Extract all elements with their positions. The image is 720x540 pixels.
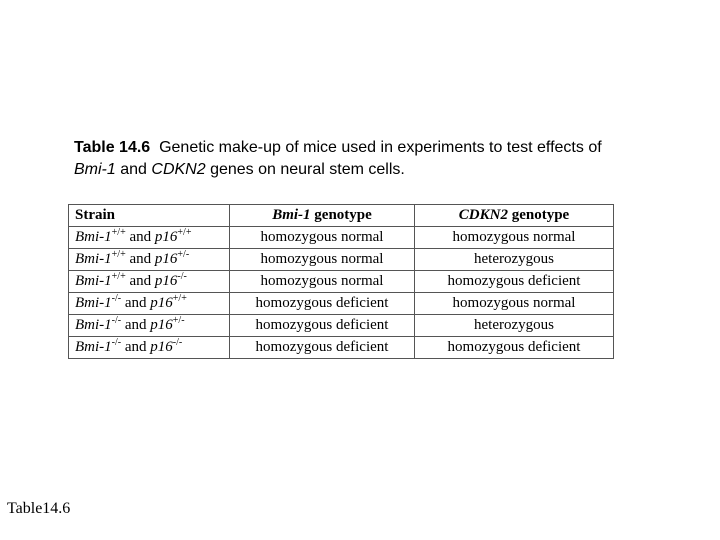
caption-gene-bmi1: Bmi-1 — [74, 161, 116, 178]
genotype-table — [68, 204, 614, 359]
p16-allele: p16 — [154, 273, 178, 289]
p16-allele-sup: -/- — [177, 271, 187, 282]
bmi1-allele: Bmi-1 — [75, 273, 112, 289]
bmi1-allele: Bmi-1 — [75, 317, 112, 333]
p16-allele-sup: -/- — [172, 337, 183, 348]
p16-allele: p16 — [154, 251, 178, 267]
bmi1-genotype-cell: homozygous deficient — [230, 315, 415, 337]
bmi1-allele: Bmi-1 — [75, 295, 112, 311]
p16-allele: p16 — [150, 339, 173, 355]
strain-joiner: and — [124, 317, 147, 333]
cdkn2-genotype-cell: heterozygous — [415, 249, 614, 271]
p16-allele-sup: +/+ — [177, 227, 192, 238]
strain-cell — [69, 271, 230, 293]
strain-cell — [69, 227, 230, 249]
strain-joiner: and — [124, 295, 147, 311]
strain-joiner: and — [129, 251, 152, 267]
strain-cell — [69, 315, 230, 337]
bmi1-allele: Bmi-1 — [75, 251, 112, 267]
header-cdkn2-gene: CDKN2 — [458, 207, 508, 223]
caption-text-and: and — [120, 161, 147, 178]
strain-joiner: and — [129, 229, 152, 245]
p16-allele: p16 — [150, 317, 173, 333]
strain-cell — [69, 249, 230, 271]
header-bmi1-suffix: genotype — [314, 207, 372, 223]
bmi1-allele: Bmi-1 — [75, 339, 112, 355]
table-caption — [74, 137, 634, 181]
strain-joiner: and — [124, 339, 147, 355]
p16-allele-sup: +/- — [177, 249, 190, 260]
bmi1-genotype-cell: homozygous normal — [230, 249, 415, 271]
strain-cell — [69, 337, 230, 359]
header-cdkn2-suffix: genotype — [511, 207, 570, 223]
cdkn2-genotype-cell: homozygous deficient — [415, 337, 614, 359]
header-row — [69, 205, 614, 227]
p16-allele: p16 — [150, 295, 173, 311]
p16-allele-sup: +/+ — [172, 293, 187, 304]
table-number: Table 14.6 — [74, 139, 151, 156]
strain-cell — [69, 293, 230, 315]
header-bmi1-gene: Bmi-1 — [272, 207, 311, 223]
bmi1-genotype-cell: homozygous deficient — [230, 293, 415, 315]
bmi1-allele-sup: +/+ — [111, 249, 126, 260]
bmi1-allele-sup: +/+ — [111, 227, 126, 238]
bmi1-allele-sup: -/- — [111, 337, 122, 348]
table-row — [69, 227, 614, 249]
bmi1-genotype-cell: homozygous normal — [230, 271, 415, 293]
header-strain: Strain — [69, 205, 230, 227]
table-row — [69, 315, 614, 337]
cdkn2-genotype-cell: homozygous normal — [415, 227, 614, 249]
table-row — [69, 337, 614, 359]
footer-label: Table14.6 — [7, 500, 71, 517]
table-row — [69, 293, 614, 315]
cdkn2-genotype-cell: homozygous deficient — [415, 271, 614, 293]
p16-allele: p16 — [154, 229, 178, 245]
bmi1-allele-sup: -/- — [111, 315, 122, 326]
header-cdkn2-genotype — [415, 205, 614, 227]
bmi1-allele-sup: +/+ — [111, 271, 126, 282]
caption-text-2: genes on neural stem cells. — [210, 161, 405, 178]
caption-gene-cdkn2: CDKN2 — [151, 161, 206, 178]
header-bmi1-genotype — [230, 205, 415, 227]
bmi1-genotype-cell: homozygous deficient — [230, 337, 415, 359]
table-row — [69, 249, 614, 271]
bmi1-allele: Bmi-1 — [75, 229, 112, 245]
table-row — [69, 271, 614, 293]
p16-allele-sup: +/- — [172, 315, 185, 326]
cdkn2-genotype-cell: heterozygous — [415, 315, 614, 337]
caption-text-1: Genetic make-up of mice used in experiments to test effects of — [159, 139, 602, 156]
bmi1-genotype-cell: homozygous normal — [230, 227, 415, 249]
strain-joiner: and — [129, 273, 152, 289]
bmi1-allele-sup: -/- — [111, 293, 122, 304]
cdkn2-genotype-cell: homozygous normal — [415, 293, 614, 315]
